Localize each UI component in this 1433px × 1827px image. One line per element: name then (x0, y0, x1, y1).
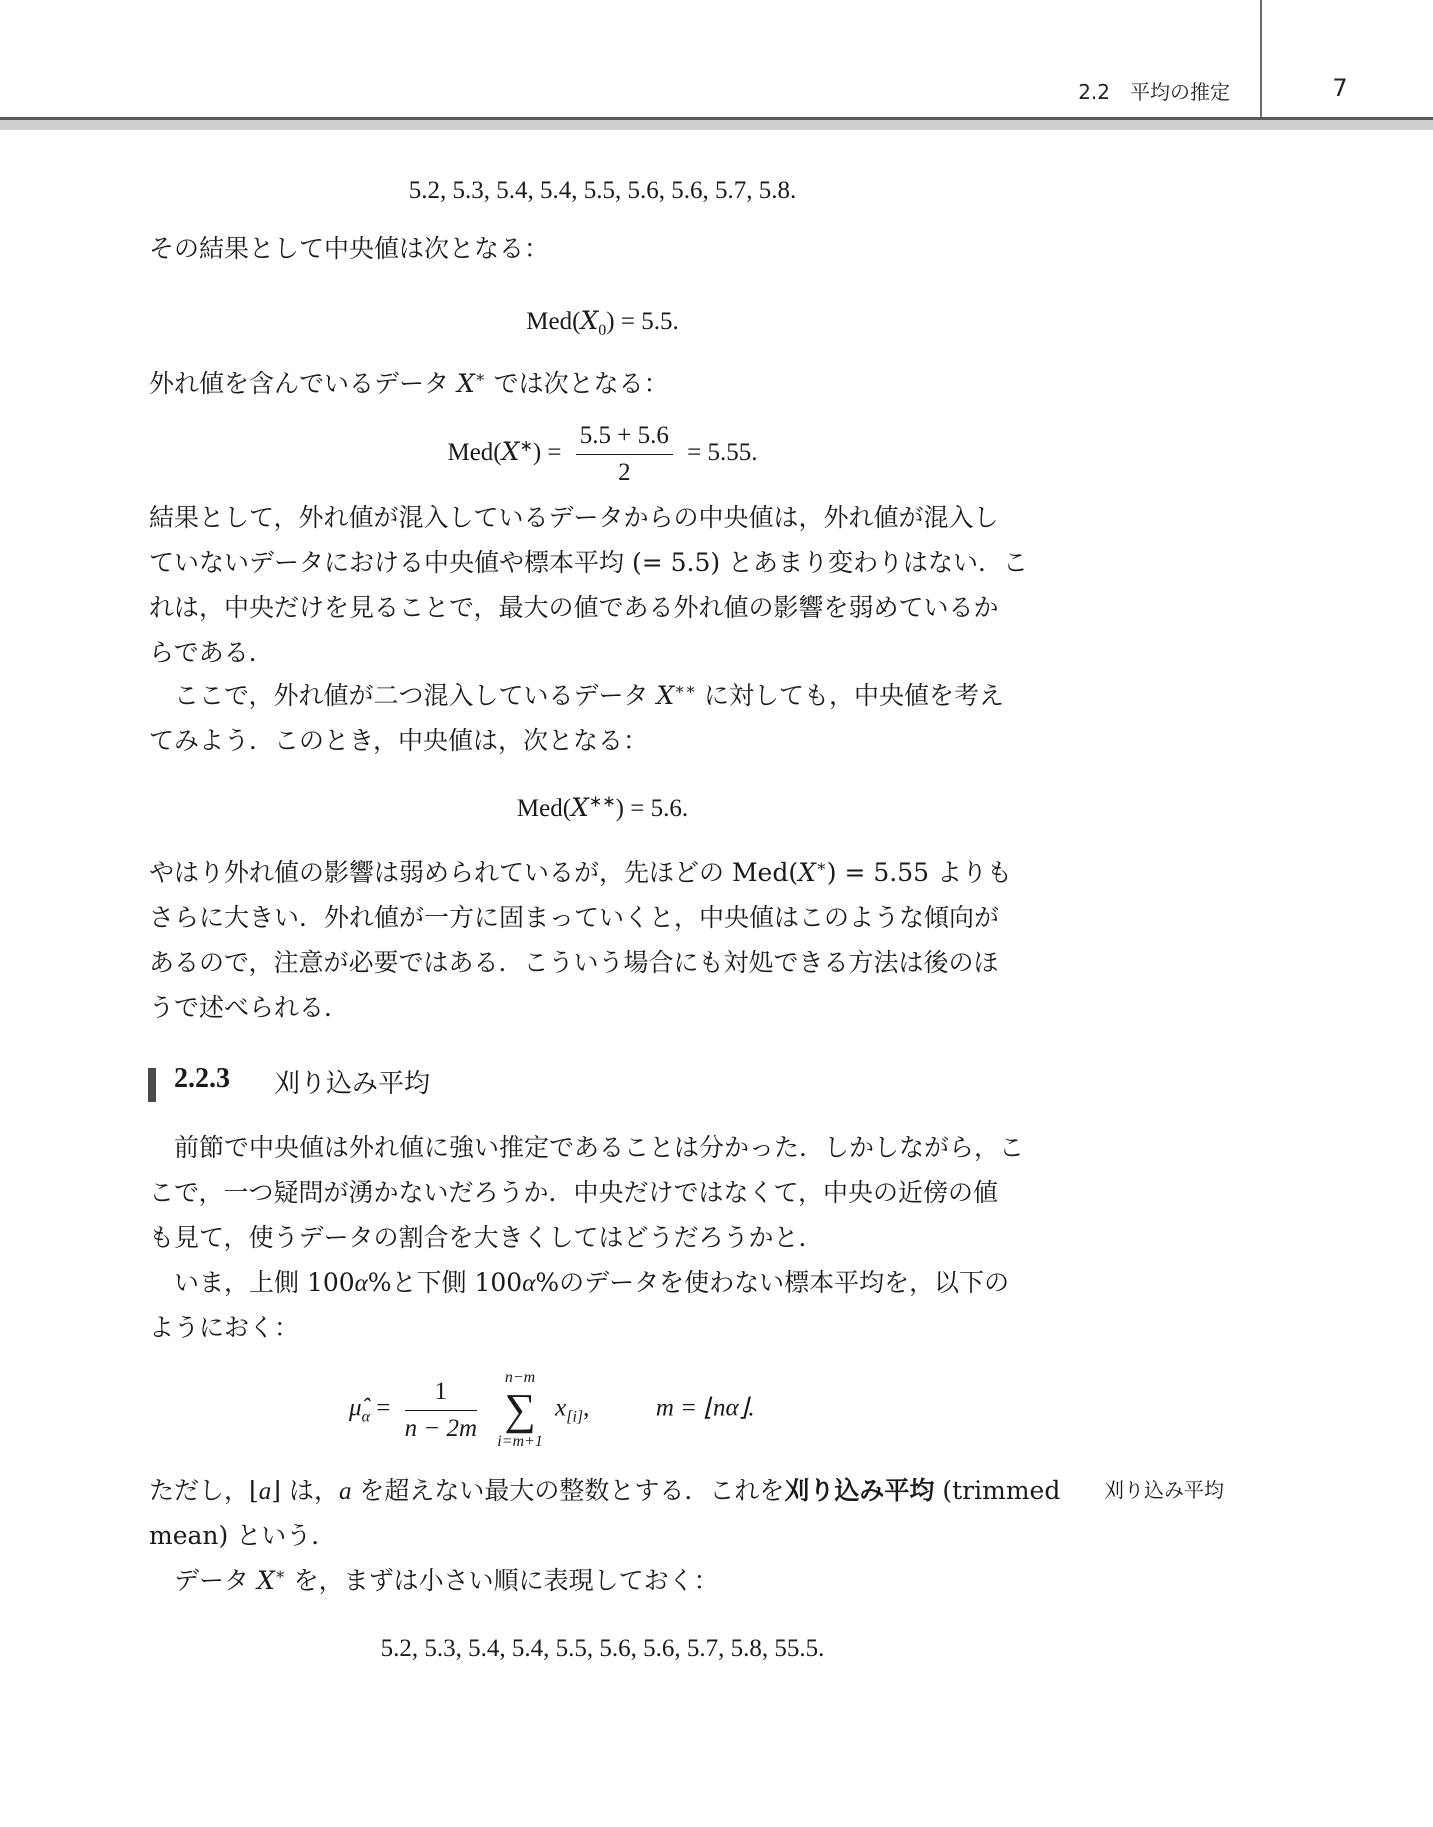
equation-trimmed-mean: $\mû_\alpha$ = $\frac{1}{n - 2m}$ n−m ∑ i=m+1 $x_{[i]}$, m = ⌊nα⌋. (349, 1369, 755, 1450)
fraction: $\frac{5.5 + 5.6}{2}$ (576, 418, 673, 491)
body-line: さらに大きい．外れ値が一方に固まっていくと，中央値はこのような傾向が (149, 903, 1000, 932)
body-line: ここで，外れ値が二つ混入しているデータ X∗∗ に対しても，中央値を考え (149, 679, 1004, 710)
section-number: 2.2.3 (174, 1063, 230, 1094)
equation-med-xstarstar: Med(X∗∗) = 5.6. (516, 793, 689, 822)
body-line: ただし，⌊a⌋ は，a を超えない最大の整数とする．これを刈り込み平均 (trimmed (149, 1476, 1061, 1505)
equation-med-xstar: Med(X∗) = $\frac{5.5 + 5.6}{2}$ = 5.55. (149, 418, 1056, 491)
equation-med-x0: $Med(X_0) = 5.5$. (526, 306, 679, 339)
body-line: やはり外れ値の影響は弱められているが，先ほどの Med(X∗) = 5.55 よりも (149, 856, 1013, 887)
keyword-trimmed-mean: 刈り込み平均 (784, 1476, 935, 1505)
body-line: れは，中央だけを見ることで，最大の値である外れ値の影響を弱めているか (149, 593, 999, 622)
body-line: らである． (149, 638, 274, 667)
header-divider (1260, 0, 1262, 117)
body-line: も見て，使うデータの割合を大きくしてはどうだろうかと． (149, 1223, 824, 1252)
body-line: うで述べられる． (149, 993, 350, 1022)
data-list-x0: 5.2, 5.3, 5.4, 5.4, 5.5, 5.6, 5.6, 5.7, 5.8. (408, 177, 797, 204)
body-line: あるので，注意が必要ではある．こういう場合にも対処できる方法は後のほ (149, 948, 999, 977)
body-line: その結果として中央値は次となる： (149, 234, 550, 263)
section-title: 刈り込み平均 (274, 1069, 431, 1099)
body-line: mean) という． (149, 1521, 337, 1550)
summation: n−m ∑ i=m+1 (497, 1369, 543, 1450)
section-marker (148, 1068, 156, 1102)
body-line: データ X∗ を，まずは小さい順に表現しておく： (149, 1564, 719, 1595)
body-line: 外れ値を含んでいるデータ X∗ では次となる： (149, 367, 669, 398)
body-line: いま，上側 100α%と下側 100α%のデータを使わない標本平均を，以下の (149, 1268, 1010, 1297)
data-list-xstar: 5.2, 5.3, 5.4, 5.4, 5.5, 5.6, 5.6, 5.7, 5.8, 55.5. (380, 1635, 825, 1662)
header-band (0, 120, 1433, 130)
page-number: 7 (1332, 74, 1348, 102)
body-line: 結果として，外れ値が混入しているデータからの中央値は，外れ値が混入し (149, 503, 999, 532)
fraction: $\frac{1}{n - 2m}$ (405, 1374, 477, 1447)
margin-note: 刈り込み平均 (1104, 1478, 1224, 1502)
body-line: 前節で中央値は外れ値に強い推定であることは分かった．しかしながら，こ (149, 1133, 1025, 1162)
body-line: ようにおく： (149, 1313, 300, 1342)
body-line: こで，一つ疑問が湧かないだろうか．中央だけではなくて，中央の近傍の値 (149, 1178, 999, 1207)
body-line: てみよう．このとき，中央値は，次となる： (149, 726, 649, 755)
running-head-section: 2.2 平均の推定 (1078, 80, 1230, 104)
body-line: ていないデータにおける中央値や標本平均 (= 5.5) とあまり変わりはない．こ (149, 548, 1029, 577)
